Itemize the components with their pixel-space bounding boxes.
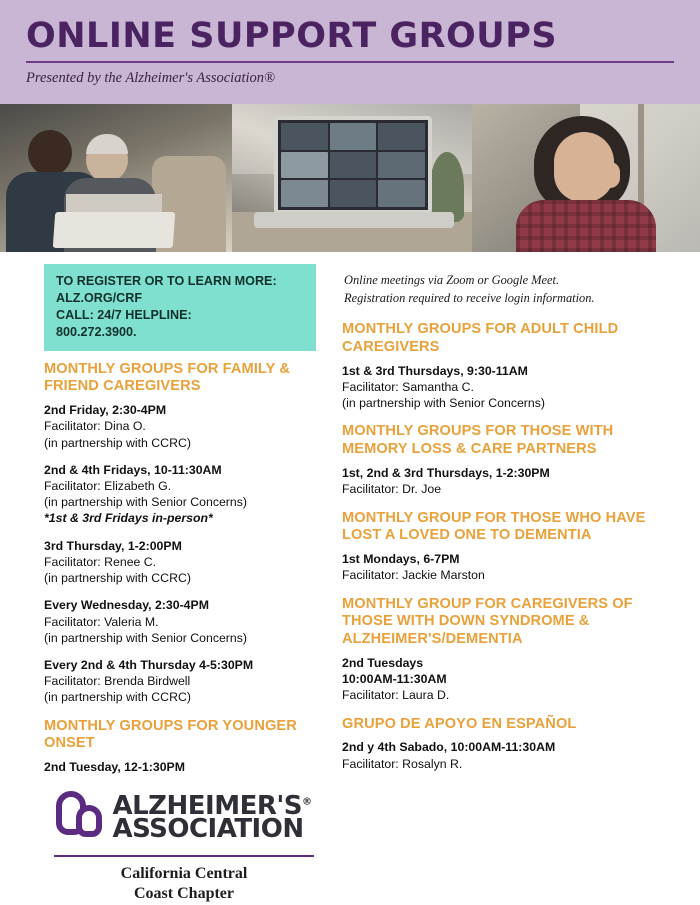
entry-partnership: (in partnership with CCRC) bbox=[44, 571, 191, 586]
entry-schedule: Every 2nd & 4th Thursday 4-5:30PM bbox=[44, 657, 254, 672]
section-title-memory-loss-care-partners: MONTHLY GROUPS FOR THOSE WITH MEMORY LOSS & CARE PARTNERS bbox=[342, 423, 614, 458]
schedule-entry bbox=[342, 655, 672, 704]
hand-shape bbox=[600, 162, 620, 188]
video-tile bbox=[378, 152, 425, 179]
alzheimers-association-mark-icon bbox=[56, 789, 104, 847]
logo-word-association: ASSOCIATION bbox=[112, 814, 304, 845]
meeting-note-line-1: Online meetings via Zoom or Google Meet. bbox=[344, 273, 560, 287]
laptop-base-shape bbox=[53, 212, 176, 248]
person-hair-shape bbox=[86, 134, 128, 154]
right-column bbox=[342, 264, 672, 903]
entry-facilitator: Facilitator: Renee C. bbox=[44, 554, 157, 569]
schedule-entry bbox=[342, 363, 672, 412]
logo-wordmark bbox=[112, 790, 312, 845]
person-head-shape bbox=[28, 130, 72, 176]
video-tile bbox=[330, 180, 377, 207]
photo-strip bbox=[0, 104, 700, 252]
entry-time: 10:00AM-11:30AM bbox=[342, 672, 447, 687]
section-title-younger-onset: MONTHLY GROUPS FOR YOUNGER ONSET bbox=[44, 717, 297, 752]
video-call-grid bbox=[278, 120, 428, 210]
entry-partnership: (in partnership with Senior Concerns) bbox=[44, 495, 247, 510]
entry-schedule: 2nd & 4th Fridays, 10-11:30AM bbox=[44, 462, 222, 477]
register-line-1: TO REGISTER OR TO LEARN MORE: bbox=[56, 274, 277, 288]
logo-row bbox=[44, 789, 324, 847]
entry-facilitator: Facilitator: Elizabeth G. bbox=[44, 478, 172, 493]
section-title-family-friend-caregivers: MONTHLY GROUPS FOR FAMILY & FRIEND CAREGIVERS bbox=[44, 360, 290, 395]
video-tile bbox=[330, 152, 377, 179]
two-men-with-laptop-photo bbox=[0, 104, 232, 252]
page-subtitle: Presented by the Alzheimer's Association® bbox=[26, 69, 276, 86]
entry-facilitator: Facilitator: Rosalyn R. bbox=[342, 756, 463, 771]
logo-small-loop-shape bbox=[76, 805, 102, 837]
header-divider bbox=[26, 61, 674, 63]
entry-facilitator: Facilitator: Laura D. bbox=[342, 688, 450, 703]
entry-partnership: (in partnership with Senior Concerns) bbox=[44, 630, 247, 645]
logo-divider bbox=[54, 855, 314, 857]
entry-facilitator: Facilitator: Brenda Birdwell bbox=[44, 674, 191, 689]
section-title-adult-child-caregivers: MONTHLY GROUPS FOR ADULT CHILD CAREGIVERS bbox=[342, 321, 619, 356]
schedule-entry bbox=[44, 759, 324, 775]
schedule-entry bbox=[342, 739, 672, 771]
entry-facilitator: Facilitator: Valeria M. bbox=[44, 614, 159, 629]
page-title: ONLINE SUPPORT GROUPS bbox=[26, 16, 558, 56]
entry-note: *1st & 3rd Fridays in-person* bbox=[44, 511, 213, 526]
register-phone[interactable]: 800.272.3900. bbox=[56, 324, 137, 339]
organization-logo bbox=[44, 789, 324, 902]
entry-schedule: 1st Mondays, 6-7PM bbox=[342, 552, 460, 567]
entry-facilitator: Facilitator: Dina O. bbox=[44, 419, 146, 434]
schedule-entry bbox=[44, 657, 324, 706]
entry-schedule: 1st & 3rd Thursdays, 9:30-11AM bbox=[342, 363, 528, 378]
laptop-base-shape bbox=[254, 212, 454, 228]
entry-schedule: 2nd Tuesday, 12-1:30PM bbox=[44, 760, 186, 775]
schedule-entry bbox=[44, 462, 324, 527]
video-tile bbox=[378, 180, 425, 207]
entry-schedule: 1st, 2nd & 3rd Thursdays, 1-2:30PM bbox=[342, 466, 550, 481]
schedule-entry bbox=[44, 538, 324, 587]
video-tile bbox=[281, 123, 328, 150]
video-tile bbox=[378, 123, 425, 150]
logo-trademark: ® bbox=[302, 795, 312, 807]
plaid-pattern-shape bbox=[516, 200, 656, 252]
chapter-name-line-1: California Central bbox=[120, 865, 248, 883]
register-line-3: CALL: 24/7 HELPLINE: bbox=[56, 307, 192, 322]
page-header bbox=[0, 0, 700, 104]
entry-schedule: 3rd Thursday, 1-2:00PM bbox=[44, 538, 182, 553]
chapter-name-line-2: Coast Chapter bbox=[134, 884, 234, 902]
video-tile bbox=[330, 123, 377, 150]
section-title-grupo-espanol: GRUPO DE APOYO EN ESPAÑOL bbox=[342, 715, 577, 732]
entry-facilitator: Facilitator: Samantha C. bbox=[342, 380, 474, 395]
video-tile bbox=[281, 152, 328, 179]
section-title-down-syndrome-caregivers: MONTHLY GROUP FOR CAREGIVERS OF THOSE WITH DOWN SYNDROME & ALZHEIMER'S/DEMENTIA bbox=[342, 595, 633, 648]
entry-schedule: 2nd Tuesdays bbox=[342, 655, 424, 670]
meeting-note-line-2: Registration required to receive login information. bbox=[344, 290, 595, 305]
meeting-note bbox=[344, 272, 672, 307]
logo-word-alzheimers-text: ALZHEIMER'S bbox=[112, 790, 303, 821]
entry-schedule: Every Wednesday, 2:30-4PM bbox=[44, 598, 209, 613]
entry-schedule: 2nd Friday, 2:30-4PM bbox=[44, 403, 167, 418]
entry-partnership: (in partnership with CCRC) bbox=[44, 690, 191, 705]
entry-facilitator: Facilitator: Dr. Joe bbox=[342, 482, 442, 497]
video-tile bbox=[281, 180, 328, 207]
left-column bbox=[44, 264, 324, 903]
schedule-entry bbox=[44, 597, 324, 646]
entry-partnership: (in partnership with CCRC) bbox=[44, 435, 191, 450]
schedule-entry bbox=[44, 402, 324, 451]
schedule-entry bbox=[342, 551, 672, 583]
entry-partnership: (in partnership with Senior Concerns) bbox=[342, 396, 545, 411]
register-website[interactable]: ALZ.ORG/CRF bbox=[56, 290, 143, 305]
section-title-lost-loved-one: MONTHLY GROUP FOR THOSE WHO HAVE LOST A LOVED ONE TO DEMENTIA bbox=[342, 509, 646, 544]
content-area bbox=[0, 252, 700, 903]
laptop-screen-shape bbox=[274, 116, 432, 214]
entry-schedule: 2nd y 4th Sabado, 10:00AM-11:30AM bbox=[342, 740, 556, 755]
laptop-video-call-photo bbox=[232, 104, 472, 252]
register-info-box bbox=[44, 264, 316, 351]
woman-on-phone-photo bbox=[472, 104, 700, 252]
schedule-entry bbox=[342, 465, 672, 497]
entry-facilitator: Facilitator: Jackie Marston bbox=[342, 568, 485, 583]
